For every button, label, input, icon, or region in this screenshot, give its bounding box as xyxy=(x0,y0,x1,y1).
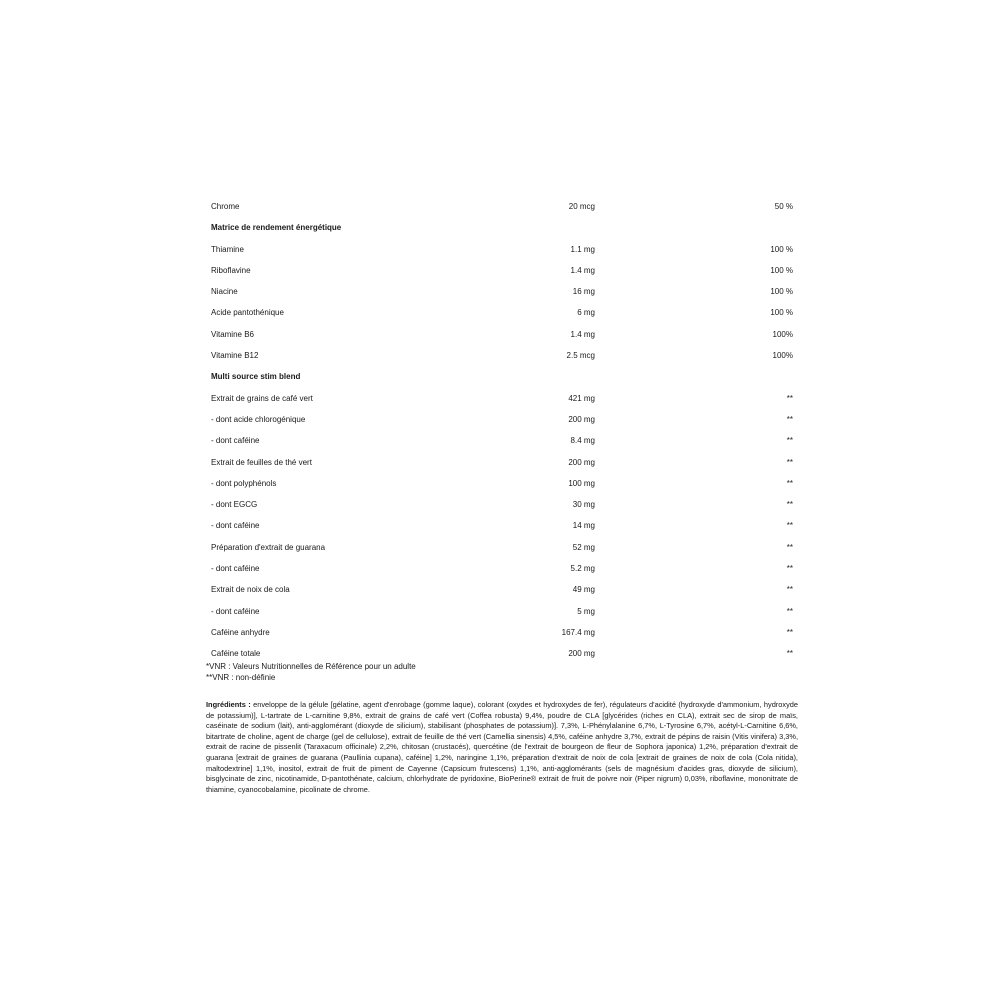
section-header-row xyxy=(211,217,793,238)
nutrient-name: - dont polyphénols xyxy=(211,478,277,488)
nutrient-vnr: ** xyxy=(786,649,793,659)
nutrient-name: Thiamine xyxy=(211,244,244,254)
ingredients-label: Ingrédients : xyxy=(206,700,251,709)
nutrient-vnr: ** xyxy=(786,542,793,552)
nutrient-vnr: ** xyxy=(786,564,793,574)
nutrition-table xyxy=(211,196,793,665)
nutrient-name: Riboflavine xyxy=(211,265,251,275)
nutrient-vnr: 100 % xyxy=(770,287,793,297)
nutrient-amount: 8.4 mg xyxy=(570,436,595,446)
table-row xyxy=(211,388,793,409)
nutrient-name: Extrait de grains de café vert xyxy=(211,393,313,403)
table-row xyxy=(211,302,793,323)
nutrient-amount: 421 mg xyxy=(568,393,595,403)
table-row xyxy=(211,537,793,558)
nutrient-amount: 20 mcg xyxy=(568,202,595,211)
nutrient-amount: 100 mg xyxy=(568,478,595,488)
nutrient-name: Caféine anhydre xyxy=(211,627,270,637)
footnote-vnr-undefined: **VNR : non-définie xyxy=(206,673,276,682)
table-row xyxy=(211,430,793,451)
nutrient-vnr: ** xyxy=(786,393,793,403)
table-row xyxy=(211,196,793,217)
nutrient-name: - dont caféine xyxy=(211,436,260,446)
nutrient-name: Extrait de feuilles de thé vert xyxy=(211,457,312,467)
nutrient-amount: 5.2 mg xyxy=(570,564,595,574)
nutrient-name: - dont caféine xyxy=(211,521,260,531)
nutrient-vnr: ** xyxy=(786,457,793,467)
section-header: Matrice de rendement énergétique xyxy=(211,223,342,233)
nutrient-vnr: ** xyxy=(786,627,793,637)
nutrient-amount: 16 mg xyxy=(572,287,595,297)
table-row xyxy=(211,494,793,515)
nutrient-name: Préparation d'extrait de guarana xyxy=(211,542,326,552)
ingredients-text: enveloppe de la gélule [gélatine, agent d'enrobage (gomme laque), colorant (oxydes et hydroxydes de fer), régulateurs d'acidité (hydroxyde d'ammonium, hydroxyde de potassium)], L-tartrate de L-carnitine 9,8%, extrait de grains de café vert (Coffea robusta) 9,4%, poudre de CLA [glycérides (riches en CLA), extrait sec de sirop de maïs, caséinate de sodium (lait), anti-agglomérant (dioxyde de silicium), stabilisant (phosphates de potassium)]. 7,3%, L-Phénylalanine 6,7%, L-Tyrosine 6,7%, acétyl-L-Carnitine 6,6%, bitartrate de choline, agent de charge (gel de cellulose), extrait de feuille de thé vert (Camellia sinensis) 4,5%, caféine anhydre 3,7%, extrait de pépins de raisin (Vitis vinifera) 3,3%, extrait de racine de pissenlit (Taraxacum officinale) 2,2%, chitosan (crustacés), quercétine (de l'extrait de bourgeon de fleur de Sophora japonica) 1,2%, préparation d'extrait de guarana [extrait de graines de guarana (Paullinia cupana), caféine] 1,2%, naringine 1,1%, préparation d'extrait de noix de cola [extrait de graines de noix de cola (Cola nitida), maltodextrine] 1,1%, inositol, extrait de fruit de piment de Cayenne (Capsicum frutescens) 1,1%, anti-agglomérants (sels de magnésium d'acides gras, dioxyde de silicium), bisglycinate de zinc, nicotinamide, D-pantothénate, calcium, chlorhydrate de pyridoxine, BioPerine® extrait de fruit de poivre noir (Piper nigrum) 0,03%, riboflavine, mononitrate de thiamine, cyanocobalamine, picolinate de chrome. xyxy=(206,700,798,794)
table-row xyxy=(211,601,793,622)
nutrient-amount: 1.4 mg xyxy=(570,329,595,339)
nutrient-amount: 200 mg xyxy=(568,414,595,424)
section-header: Multi source stim blend xyxy=(211,372,301,382)
table-row xyxy=(211,579,793,600)
table-row xyxy=(211,515,793,536)
table-row xyxy=(211,324,793,345)
nutrient-amount: 1.1 mg xyxy=(570,244,595,254)
table-row xyxy=(211,239,793,260)
table-row xyxy=(211,281,793,302)
nutrient-name: Niacine xyxy=(211,287,238,297)
nutrient-amount: 30 mg xyxy=(572,500,595,510)
nutrient-vnr: ** xyxy=(786,436,793,446)
table-row xyxy=(211,345,793,366)
nutrient-vnr: ** xyxy=(786,585,793,595)
table-row xyxy=(211,452,793,473)
nutrient-name: Chrome xyxy=(211,202,240,211)
table-row xyxy=(211,473,793,494)
nutrient-vnr: ** xyxy=(786,606,793,616)
nutrient-vnr: 100 % xyxy=(770,308,793,318)
nutrient-name: Caféine totale xyxy=(211,649,261,659)
nutrient-name: - dont caféine xyxy=(211,564,260,574)
nutrient-amount: 200 mg xyxy=(568,457,595,467)
nutrient-vnr: ** xyxy=(786,500,793,510)
table-row xyxy=(211,409,793,430)
table-row xyxy=(211,558,793,579)
nutrient-amount: 2.5 mcg xyxy=(566,351,595,361)
ingredients-paragraph xyxy=(206,700,798,795)
nutrient-vnr: ** xyxy=(786,478,793,488)
nutrient-amount: 52 mg xyxy=(572,542,595,552)
nutrient-vnr: ** xyxy=(786,414,793,424)
nutrient-vnr: 100 % xyxy=(770,265,793,275)
table-row xyxy=(211,260,793,281)
nutrient-name: Extrait de noix de cola xyxy=(211,585,290,595)
nutrient-vnr: 100% xyxy=(772,351,793,361)
nutrient-name: - dont acide chlorogénique xyxy=(211,414,306,424)
section-header-row xyxy=(211,366,793,387)
table-row xyxy=(211,622,793,643)
nutrient-name: - dont caféine xyxy=(211,606,260,616)
footnotes xyxy=(206,661,416,683)
nutrient-vnr: 100% xyxy=(772,329,793,339)
nutrient-vnr: ** xyxy=(786,521,793,531)
nutrient-amount: 1.4 mg xyxy=(570,265,595,275)
nutrient-name: Vitamine B6 xyxy=(211,329,254,339)
nutrient-amount: 5 mg xyxy=(577,606,595,616)
nutrient-amount: 49 mg xyxy=(572,585,595,595)
nutrient-amount: 14 mg xyxy=(572,521,595,531)
nutrient-name: Acide pantothénique xyxy=(211,308,284,318)
nutrient-amount: 167.4 mg xyxy=(561,627,595,637)
nutrient-name: Vitamine B12 xyxy=(211,351,259,361)
nutrient-vnr: 100 % xyxy=(770,244,793,254)
nutrient-name: - dont EGCG xyxy=(211,500,258,510)
footnote-vnr: *VNR : Valeurs Nutritionnelles de Référence pour un adulte xyxy=(206,662,416,671)
nutrient-amount: 200 mg xyxy=(568,649,595,659)
nutrient-vnr: 50 % xyxy=(774,202,793,211)
nutrient-amount: 6 mg xyxy=(577,308,595,318)
